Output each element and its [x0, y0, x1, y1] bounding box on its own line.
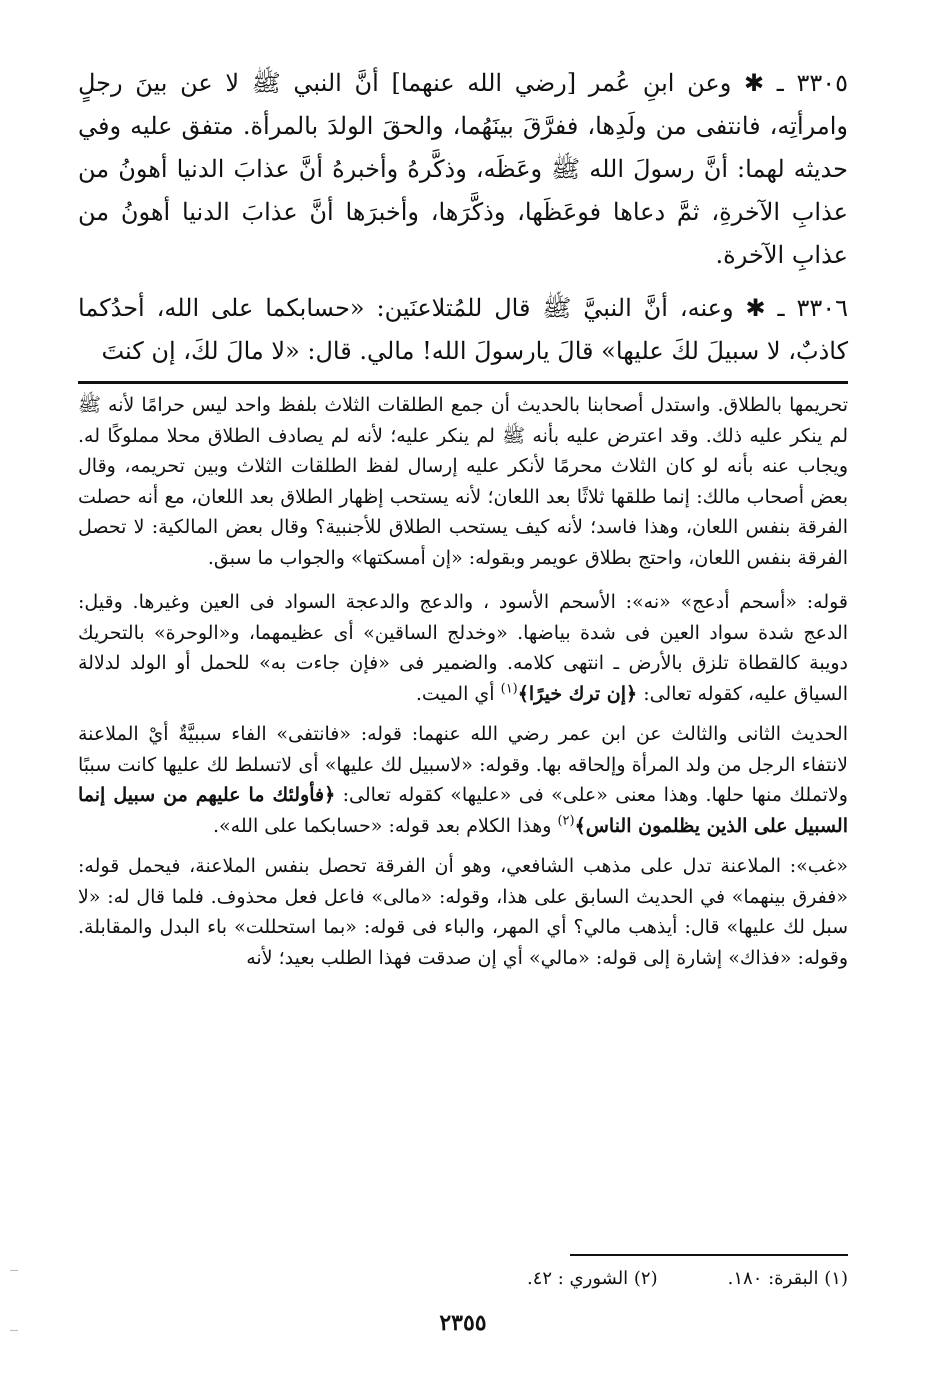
quran-quote: ﴿فأولئك ما عليهم من سبيل إنما السبيل على الذين يظلمون الناس﴾: [78, 784, 848, 837]
commentary-paragraph-second-hadith: [78, 719, 848, 841]
commentary-paragraph-talaq: تحريمها بالطلاق. واستدل أصحابنا بالحديث أن جمع الطلقات الثلاث بلفظ واحد ليس حرامًا لأنه ﷺ لم ينكر عليه ذلك. وقد اعترض عليه بأنه ﷺ لم ينكر عليه؛ لأنه لم يصادف الطلاق محلا مملوكًا له. ويجاب عنه بأنه لو كان الثلاث محرمًا لأنكر عليه إرسال لفظ الطلقات الثلاث وبين تحريمه، وقال بعض أصحاب مالك: إنما طلقها ثلاثًا بعد اللعان؛ لأنه يستحب إظهار الطلاق بعد اللعان، مع أنه حصلت الفرقة بنفس اللعان، وهذا فاسد؛ لأنه كيف يستحب الطلاق للأجنبية؟ وقال بعض المالكية: لا تحصل الفرقة بنفس اللعان، واحتج بطلاق عويمر وبقوله: «إن أمسكتها» والجواب ما سبق.: [78, 394, 848, 569]
hadith-3306: ٣٣٠٦ ـ ✱ وعنه، أنَّ النبيَّ ﷺ قال للمُتلاعنَين: «حسابكما على الله، أحدُكما كاذبٌ، لا سبيلَ لكَ عليها» قالَ يارسولَ الله! مالي. قال: «لا مالَ لكَ، إن كنتَ: [78, 294, 848, 365]
commentary-text: قوله: «أسحم أدعج» «نه»: الأسحم الأسود ، والدعج والدعجة السواد فى العين وغيرها. وقيل: الدعج شدة سواد العين فى شدة بياضها. «وخدلج الساقين» أى عظيمهما، و«الوحرة» بالتحريك دويبة كالقطاة تلزق بالأرض ـ انتهى كلامه. والضمير فى «فإن جاءت به» للحمل أو الولد لدلالة السياق عليه، كقوله تعالى:: [78, 591, 849, 705]
footnote-divider: [570, 1254, 848, 1256]
quran-quote: ﴿إن ترك خيرًا﴾: [517, 682, 638, 705]
hadith-3305: ٣٣٠٥ ـ ✱ وعن ابنِ عُمر [رضي الله عنهما] أنَّ النبي ﷺ لا عن بينَ رجلٍ وامرأتِه، فانتفى من ولَدِها، ففرَّقَ بينَهُما، والحقَ الولدَ بالمرأة. متفق عليه وفي حديثه لهما: أنَّ رسولَ الله ﷺ وعَظَه، وذكَّرهُ وأخبرهُ أنَّ عذابَ الدنيا أهونُ من عذابِ الآخرةِ، ثمَّ دعاها فوعَظَها، وذكَّرَها، وأخبرَها أنَّ عذابَ الدنيا أهونُ من عذابِ الآخرة.: [78, 69, 848, 269]
footnotes: [78, 1268, 848, 1289]
scan-edge-mark: [10, 1270, 18, 1271]
book-page: [78, 62, 848, 1362]
commentary-text: أي الميت.: [415, 682, 501, 705]
page-number: ٢٣٥٥: [439, 1310, 487, 1336]
section-divider: [78, 381, 848, 384]
commentary: [78, 390, 848, 973]
commentary-paragraph-ghb: «غب»: الملاعنة تدل على مذهب الشافعي، وهو أن الفرقة تحصل بنفس الملاعنة، فيحمل قوله: «ففرق بينهما» في الحديث السابق على هذا، وقوله: «مالى» فاعل فعل محذوف. فلما قال له: «لا سبل لك عليها» قال: أيذهب مالي؟ أي المهر، والباء فى قوله: «بما استحللت» باء البدل والمقابلة. وقوله: «فذاك» إشارة إلى قوله: «مالي» أي إن صدقت فهذا الطلب بعيد؛ لأنه: [78, 855, 848, 969]
footnote-ref: (٢): [557, 813, 575, 829]
commentary-text: الحديث الثانى والثالث عن ابن عمر رضي الله عنهما: قوله: «فانتفى» الفاء سببيَّةٌ أيْ الملاعنة لانتفاء الرجل من ولد المرأة وإلحاقه بها. وقوله: «لاسبيل لك عليها» أى لاتسلط لك عليها كانت سببًا ولاتملك منها حلها. وهذا معنى «على» فى «عليها» كقوله تعالى:: [78, 723, 848, 806]
footnote-2: (٢) الشوري : ٤٢.: [526, 1268, 658, 1289]
footnote-ref: (١): [500, 681, 518, 697]
scan-edge-mark: [10, 1330, 18, 1331]
commentary-text: وهذا الكلام بعد قوله: «حسابكما على الله».: [213, 814, 558, 837]
commentary-paragraph-asham: [78, 587, 848, 709]
footnote-1: (١) البقرة: ١٨٠.: [727, 1268, 848, 1289]
